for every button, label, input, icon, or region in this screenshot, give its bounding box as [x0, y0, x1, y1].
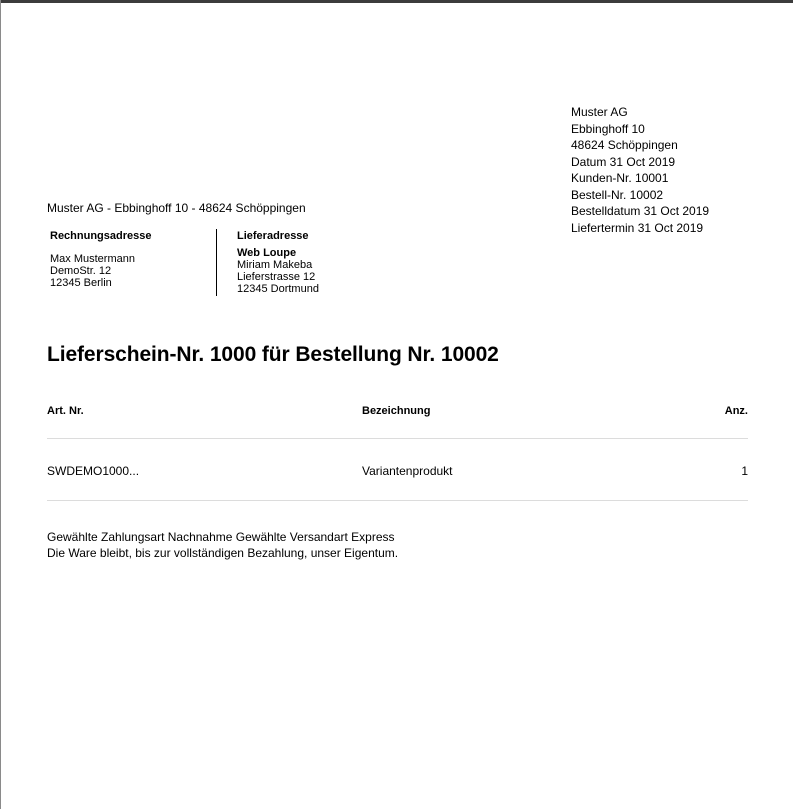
shipping-heading: Lieferadresse	[237, 230, 309, 242]
billing-city: 12345 Berlin	[50, 277, 112, 289]
delivery-date: Liefertermin 31 Oct 2019	[571, 220, 704, 235]
billing-street: DemoStr. 12	[50, 265, 112, 277]
billing-heading: Rechnungsadresse	[50, 230, 152, 242]
footer-notes	[47, 529, 398, 561]
sender-line: Muster AG - Ebbinghoff 10 - 48624 Schöppingen	[47, 201, 306, 215]
company-city: 48624 Schöppingen	[571, 138, 678, 152]
company-info-block	[571, 104, 709, 236]
table-cell-name: Variantenprodukt	[362, 464, 453, 478]
table-header-name: Bezeichnung	[362, 405, 431, 417]
shipping-address	[237, 230, 319, 295]
shipping-name: Miriam Makeba	[237, 259, 313, 271]
window-left-border	[0, 0, 1, 809]
ownership-note: Die Ware bleibt, bis zur vollständigen Bezahlung, unser Eigentum.	[47, 546, 399, 560]
billing-address	[50, 230, 151, 289]
billing-name: Max Mustermann	[50, 253, 135, 265]
table-cell-qty: 1	[741, 464, 748, 478]
payment-shipping-info: Gewählte Zahlungsart Nachnahme Gewählte Versandart Express	[47, 530, 395, 544]
document-title: Lieferschein-Nr. 1000 für Bestellung Nr. 10002	[47, 343, 499, 366]
table-row-divider	[47, 500, 748, 501]
window-top-border	[0, 0, 793, 3]
order-number: Bestell-Nr. 10002	[571, 187, 664, 202]
shipping-street: Lieferstrasse 12	[237, 271, 316, 283]
shipping-company: Web Loupe	[237, 247, 297, 259]
address-divider	[216, 229, 217, 296]
company-street: Ebbinghoff 10	[571, 121, 645, 136]
document-date: Datum 31 Oct 2019	[571, 154, 676, 169]
table-header-qty: Anz.	[724, 405, 748, 417]
table-header-divider	[47, 438, 748, 439]
shipping-city: 12345 Dortmund	[237, 283, 319, 295]
company-name: Muster AG	[571, 105, 628, 119]
table-header-art-nr: Art. Nr.	[47, 405, 84, 417]
customer-number: Kunden-Nr. 10001	[571, 171, 669, 185]
order-date: Bestelldatum 31 Oct 2019	[571, 204, 710, 218]
table-cell-art-nr: SWDEMO1000...	[47, 464, 140, 478]
